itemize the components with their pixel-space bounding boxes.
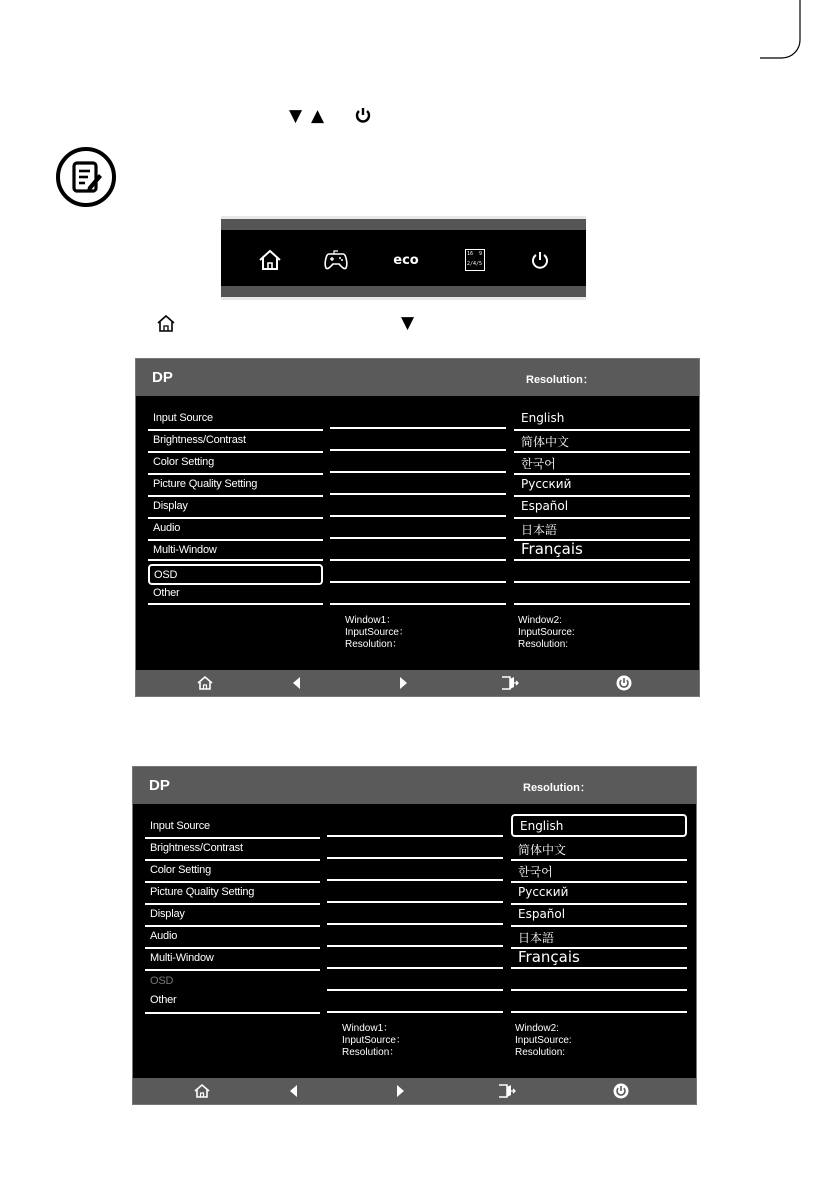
power-icon <box>354 106 372 124</box>
aspect-ratio-button[interactable] <box>460 248 490 272</box>
menu-label: Multi-Window <box>153 544 217 556</box>
mid-column-line <box>330 449 506 451</box>
lang-label: Français <box>518 948 580 966</box>
right-arrow-icon <box>399 676 409 690</box>
exit-icon <box>498 1083 516 1099</box>
window1-info <box>345 615 409 651</box>
menu-other[interactable] <box>145 992 320 1014</box>
mid-column-line <box>330 581 506 583</box>
mid-column-line <box>327 901 503 903</box>
menu-input-source[interactable] <box>148 409 323 431</box>
menu-label: Other <box>150 994 177 1006</box>
right-arrow-icon <box>396 1084 406 1098</box>
window1-info <box>342 1023 406 1059</box>
lang-empty-row <box>514 583 690 605</box>
mid-column-line <box>327 989 503 991</box>
menu-audio[interactable] <box>148 519 323 541</box>
crop-mark <box>760 0 839 60</box>
lang-korean[interactable] <box>514 453 690 475</box>
menu-brightness-contrast[interactable] <box>145 839 320 861</box>
window2-label: Window2: <box>518 615 562 626</box>
aspect-ratio-icon <box>465 249 485 271</box>
menu-input-source[interactable] <box>145 817 320 839</box>
mid-column-line <box>327 967 503 969</box>
osd-panel-2 <box>132 766 697 1105</box>
menu-label: Audio <box>153 522 181 534</box>
window1-label: Window1： <box>342 1023 394 1034</box>
osd-footer <box>133 1078 696 1104</box>
input-title: DP <box>149 777 170 794</box>
lang-simplified-chinese[interactable] <box>514 431 690 453</box>
lang-label: 日本語 <box>521 523 558 537</box>
down-triangle-glyph: ▼ <box>289 106 303 126</box>
osd-panel-1 <box>135 358 700 697</box>
power-icon <box>616 675 632 691</box>
lang-label: English <box>520 819 564 833</box>
osd-footer <box>136 670 699 696</box>
menu-label: OSD <box>150 975 174 987</box>
osd-header <box>133 767 696 804</box>
window1-res: Resolution： <box>342 1047 400 1058</box>
lang-label: 日本語 <box>518 931 555 945</box>
strip-band-top <box>221 216 586 230</box>
menu-osd-selected[interactable] <box>148 564 323 585</box>
window1-input: InputSource： <box>345 627 409 638</box>
window1-res: Resolution： <box>345 639 403 650</box>
left-arrow-icon <box>288 1084 298 1098</box>
menu-picture-quality[interactable] <box>148 475 323 497</box>
gamepad-icon <box>323 249 349 271</box>
lang-label: 한국어 <box>518 865 553 879</box>
home-icon <box>197 675 213 691</box>
lang-empty-row <box>514 561 690 583</box>
menu-label: Audio <box>150 930 178 942</box>
lang-english[interactable] <box>514 409 690 431</box>
menu-label: Other <box>153 587 180 599</box>
footer-exit-button[interactable] <box>497 1082 517 1100</box>
mid-column-line <box>327 945 503 947</box>
menu-label: Multi-Window <box>150 952 214 964</box>
window1-input: InputSource： <box>342 1035 406 1046</box>
power-icon <box>613 1083 629 1099</box>
power-button[interactable] <box>525 248 555 272</box>
mid-column-line <box>330 603 506 605</box>
menu-label: Color Setting <box>153 456 214 468</box>
menu-label: Input Source <box>153 412 213 424</box>
menu-other[interactable] <box>148 585 323 605</box>
resolution-label: Resolution： <box>526 374 594 386</box>
exit-icon <box>501 675 519 691</box>
mid-column-line <box>330 427 506 429</box>
mid-column-line <box>327 879 503 881</box>
strip-band-bottom <box>221 286 586 300</box>
lang-empty-row <box>511 991 687 1013</box>
window2-info <box>515 1023 572 1059</box>
home-icon <box>156 314 176 333</box>
lang-empty-row <box>511 969 687 991</box>
lang-russian[interactable] <box>514 475 690 497</box>
game-button[interactable] <box>321 248 351 272</box>
lang-label: Русский <box>521 477 572 491</box>
menu-label: Display <box>153 500 188 512</box>
window2-res: Resolution: <box>518 639 569 650</box>
eco-button[interactable] <box>389 248 423 272</box>
lang-simplified-chinese[interactable] <box>511 839 687 861</box>
footer-left-button[interactable] <box>283 1082 303 1100</box>
menu-label: Brightness/Contrast <box>153 434 246 446</box>
menu-label: Picture Quality Setting <box>153 478 258 490</box>
left-arrow-icon <box>291 676 301 690</box>
lang-label: Русский <box>518 885 569 899</box>
menu-label: Display <box>150 908 185 920</box>
mid-column-line <box>330 471 506 473</box>
menu-picture-quality[interactable] <box>145 883 320 905</box>
lang-label: Français <box>521 540 583 558</box>
menu-label: Brightness/Contrast <box>150 842 243 854</box>
window2-input: InputSource: <box>518 627 575 638</box>
lang-label: 简体中文 <box>521 435 570 449</box>
mid-column-line <box>330 493 506 495</box>
lang-russian[interactable] <box>511 883 687 905</box>
lang-label: Español <box>521 499 569 513</box>
mid-column-line <box>330 537 506 539</box>
lang-label: English <box>521 411 565 425</box>
home-button[interactable] <box>255 248 285 272</box>
mid-column-line <box>327 835 503 837</box>
menu-color-setting[interactable] <box>148 453 323 475</box>
menu-label: Color Setting <box>150 864 211 876</box>
menu-display[interactable] <box>148 497 323 519</box>
menu-audio[interactable] <box>145 927 320 949</box>
footer-home-button[interactable] <box>192 1082 212 1100</box>
mid-column-line <box>327 923 503 925</box>
footer-power-button[interactable] <box>614 674 634 692</box>
eco-icon: eco <box>393 252 419 268</box>
lang-japanese[interactable] <box>511 927 687 949</box>
monitor-button-strip <box>221 216 586 300</box>
input-title: DP <box>152 369 173 386</box>
footer-home-button[interactable] <box>195 674 215 692</box>
menu-label: Picture Quality Setting <box>150 886 255 898</box>
menu-label: OSD <box>154 569 178 581</box>
footer-right-button[interactable] <box>394 674 414 692</box>
window1-label: Window1： <box>345 615 397 626</box>
menu-osd-dimmed[interactable] <box>145 972 320 992</box>
mid-column-line <box>330 515 506 517</box>
footer-exit-button[interactable] <box>500 674 520 692</box>
menu-label: Input Source <box>150 820 210 832</box>
lang-english-selected[interactable] <box>511 814 687 837</box>
menu-multi-window[interactable] <box>148 541 323 561</box>
lang-japanese[interactable] <box>514 519 690 541</box>
mid-column-line <box>327 1011 503 1013</box>
footer-right-button[interactable] <box>391 1082 411 1100</box>
lang-spanish[interactable] <box>511 905 687 927</box>
note-icon <box>55 146 117 208</box>
menu-multi-window[interactable] <box>145 949 320 971</box>
aspect-label-bottom: 2/4/5 <box>467 261 483 267</box>
down-triangle-glyph: ▼ <box>401 313 415 333</box>
lang-french[interactable] <box>511 949 687 969</box>
aspect-label-top: 16 9 <box>467 251 483 257</box>
menu-display[interactable] <box>145 905 320 927</box>
up-triangle-glyph: ▲ <box>311 106 325 126</box>
lang-korean[interactable] <box>511 861 687 883</box>
menu-brightness-contrast[interactable] <box>148 431 323 453</box>
menu-color-setting[interactable] <box>145 861 320 883</box>
lang-french[interactable] <box>514 541 690 561</box>
home-icon <box>194 1083 210 1099</box>
window2-label: Window2: <box>515 1023 559 1034</box>
lang-label: Español <box>518 907 566 921</box>
window2-res: Resolution: <box>515 1047 566 1058</box>
footer-power-button[interactable] <box>611 1082 631 1100</box>
window2-input: InputSource: <box>515 1035 572 1046</box>
mid-column-line <box>327 857 503 859</box>
power-icon <box>530 250 550 270</box>
lang-label: 简体中文 <box>518 843 567 857</box>
mid-column-line <box>330 559 506 561</box>
window2-info <box>518 615 575 651</box>
lang-label: 한국어 <box>521 457 556 471</box>
lang-spanish[interactable] <box>514 497 690 519</box>
footer-left-button[interactable] <box>286 674 306 692</box>
resolution-label: Resolution： <box>523 782 591 794</box>
osd-header <box>136 359 699 396</box>
home-icon <box>258 249 282 271</box>
